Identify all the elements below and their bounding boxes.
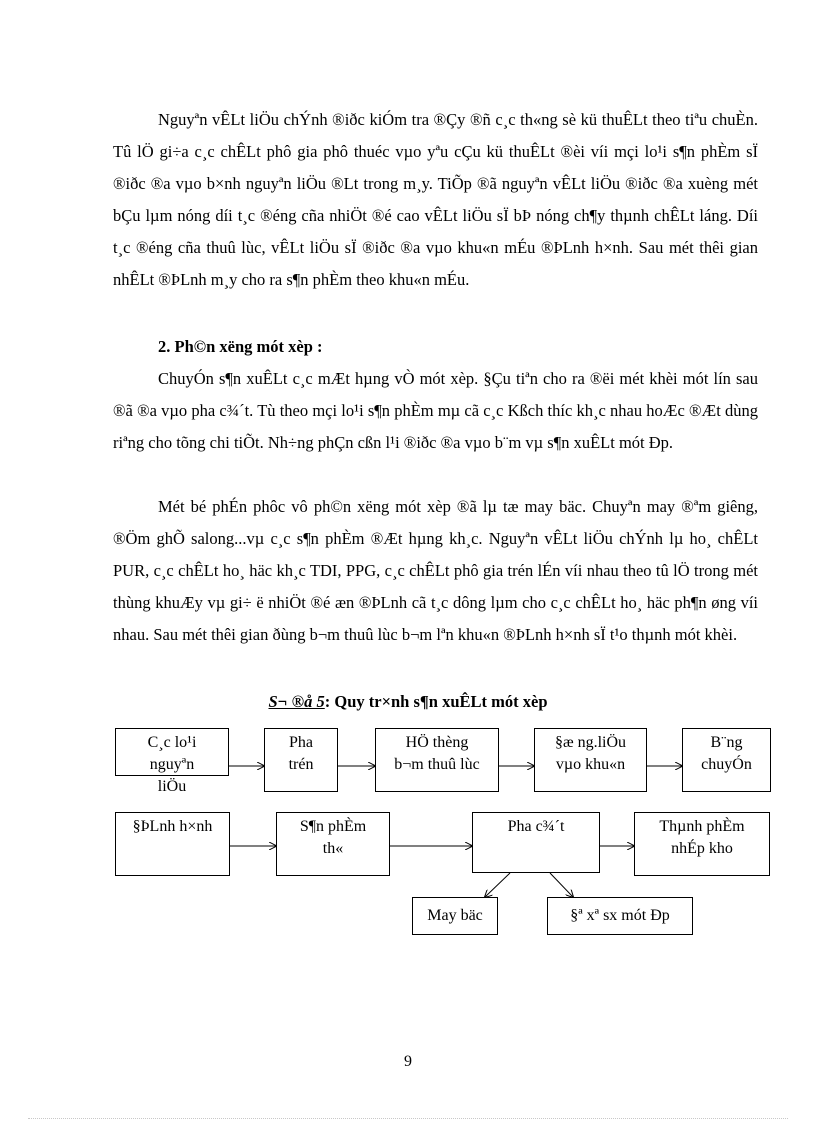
box-finished-warehouse-line-1: Thµnh phÈm [659,818,745,835]
box-cutting [472,812,600,873]
box-raw-materials [115,728,229,795]
diagram-caption-label: S¬ ®å 5 [268,692,325,711]
box-sewing-cover-line-1: May bäc [427,907,483,924]
box-cutting-line-1: Pha c¾´t [507,818,565,835]
box-raw-product-line-1: S¶n phÈm [299,818,367,835]
diagram-caption [0,686,816,718]
box-conveyor-line-2: chuyÓn [701,756,752,773]
box-conveyor-line-1: B¨ng [710,734,743,751]
box-mixing [264,728,338,792]
box-mixing-line-1: Pha [289,734,313,751]
box-pour-into-mold-line-2: vµo khu«n [555,756,626,773]
box-scrap-foam-line-1: §ª xª sx mót Ðp [570,907,670,924]
box-mixing-line-2: trén [288,756,314,773]
paragraph-2: ChuyÓn s¶n xuÊLt c¸c mÆt hµng vÒ mót xèp. §Çu tiªn cho ra ®ëi mét khèi mót lín sau ®ã ®a vµo pha c¾´t. Tù theo mçi lo¹i s¶n phÈm mµ cã c¸c Kßch thíc kh¸c nhau hoÆc ®Æt dùng riªng cho tõng chi tiÕt. Nh÷ng phÇn cßn l¹i ®iðc ®a vµo b¨m vµ s¶n xuÊLt mót Ðp. [113,369,758,452]
box-finished-warehouse-line-2: nhÉp kho [671,840,733,857]
box-pour-into-mold [534,728,647,792]
page-number: 9 [404,1053,412,1070]
box-raw-product-line-2: th« [322,840,344,857]
footer-divider [28,1118,788,1119]
box-shaping [115,812,230,876]
paragraph-3: Mét bé phÉn phôc vô ph©n xëng mót xèp ®ã lµ tæ may bäc. Chuyªn may ®ªm giêng, ®Öm ghÕ salong...vµ c¸c s¶n phÈm ®Æt hµng kh¸c. Nguyªn vÊLt liÖu chÝnh lµ ho¸ chÊLt PUR, c¸c chÊLt ho¸ häc kh¸c TDI, PPG, c¸c chÊLt phô gia trén lÉn víi nhau theo tû lÖ trong mét thùng khuÆy vµ gi÷ ë nhiÖt ®é æn ®ÞLnh cã t¸c dông lµm cho c¸c chÊLt ho¸ häc ph¶n øng víi nhau. Sau mét thêi gian ðùng b¬m thuû lùc b¬m lªn khu«n ®ÞLnh h×nh sÏ t¹o thµnh mót khèi. [113,497,758,644]
box-raw-materials-line-3: liÖu [157,778,187,795]
box-scrap-foam [547,897,693,935]
box-hydraulic-pump [375,728,499,792]
box-shaping-line-1: §ÞLnh h×nh [132,818,213,835]
box-raw-product [276,812,390,876]
diagram-caption-text: : Quy tr×nh s¶n xuÊLt mót xèp [324,692,548,711]
box-raw-materials-line-1: C¸c lo¹i [147,734,197,751]
box-sewing-cover [412,897,498,935]
paragraph-1: Nguyªn vÊLt liÖu chÝnh ®iðc kiÓm tra ®Çy ®ñ c¸c th«ng sè kü thuÊLt theo tiªu chuÈn. Tû lÖ gi÷a c¸c chÊLt phô gia phô thuéc vµo yªu cÇu kü thuÊLt ®èi víi mçi lo¹i s¶n phÈm sÏ ®iðc ®a vµo b×nh nguyªn liÖu ®Lt trong m¸y. TiÕp ®ã nguyªn vÊLt liÖu ®iðc ®a xuèng mét bÇu lµm nóng díi t¸c ®éng cña nhiÖt ®é cao vÊLt liÖu sÏ bÞ nóng ch¶y thµnh chÊLt láng. Díi t¸c ®éng cña thuû lùc, vÊLt liÖu sÏ ®iðc ®a vµo khu«n mÉu ®ÞLnh h×nh. Sau mét thêi gian nhÊLt ®ÞLnh m¸y cho ra s¶n phÈm theo khu«n mÉu. [113,110,758,289]
box-hydraulic-pump-line-2: b¬m thuû lùc [394,756,480,773]
section-heading: 2. Ph©n xëng mót xèp : [158,337,323,356]
box-conveyor [682,728,771,792]
arrow-branch-right [550,873,573,897]
box-pour-into-mold-line-1: §æ ng.liÖu [554,734,627,751]
box-finished-warehouse [634,812,770,876]
box-hydraulic-pump-line-1: HÖ thèng [405,734,469,751]
box-raw-materials-line-2: nguyªn [149,756,195,773]
arrow-branch-left [485,873,510,897]
